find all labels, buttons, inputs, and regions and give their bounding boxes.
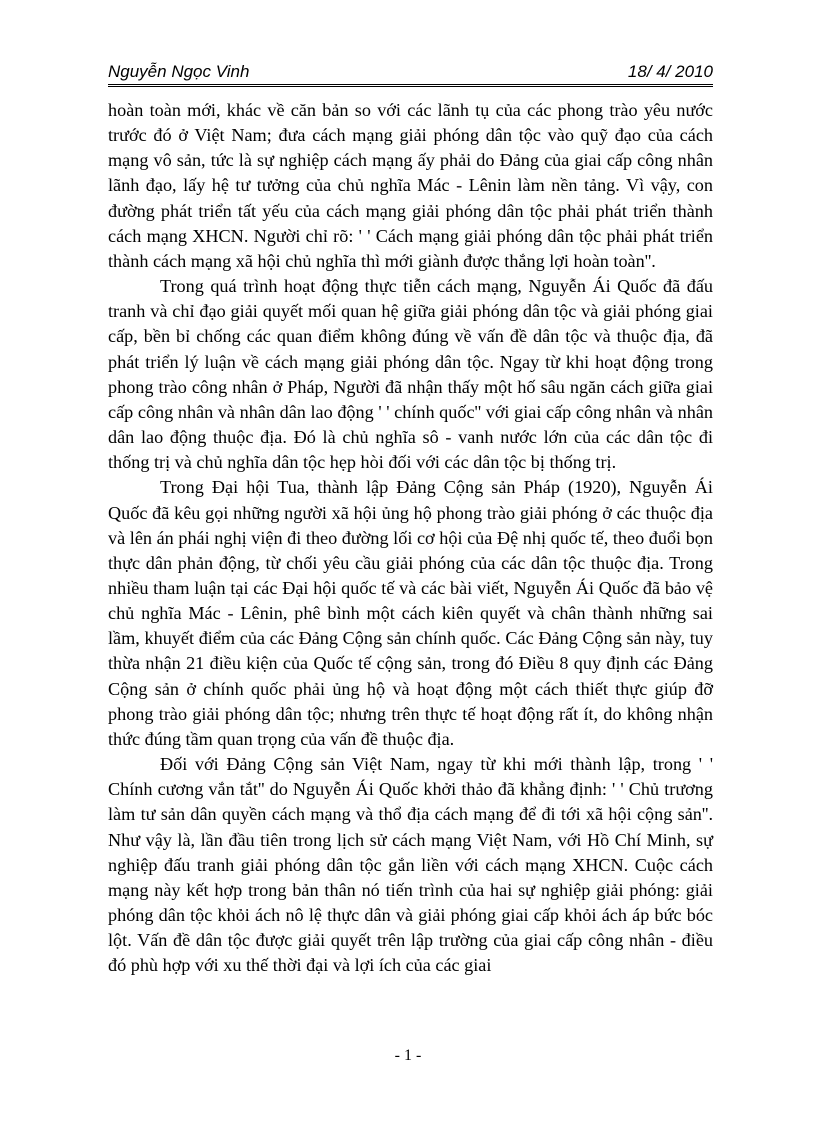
header-author: Nguyễn Ngọc Vinh — [108, 62, 250, 81]
paragraph: Đối với Đảng Cộng sản Việt Nam, ngay từ khi mới thành lập, trong ' ' Chính cương vắn tắt'' do Nguyễn Ái Quốc khởi thảo đã khẳng định: ' ' Chủ trương làm tư sản dân quyền cách mạng và thổ địa cách mạng để đi tới xã hội cộng sản''. Như vậy là, lần đầu tiên trong lịch sử cách mạng Việt Nam, với Hồ Chí Minh, sự nghiệp đấu tranh giải phóng dân tộc gắn liền với cách mạng XHCN. Cuộc cách mạng này kết hợp trong bản thân nó tiến trình của hai sự nghiệp giải phóng: giải phóng dân tộc khỏi ách nô lệ thực dân và giải phóng giai cấp khỏi ách áp bức bóc lột. Vấn đề dân tộc được giải quyết trên lập trường của giai cấp công nhân - điều đó phù hợp với xu thế thời đại và lợi ích của các giai — [108, 754, 713, 976]
page-number: - 1 - — [394, 1047, 422, 1064]
header-date: 18/ 4/ 2010 — [627, 62, 713, 81]
paragraph: Trong Đại hội Tua, thành lập Đảng Cộng sản Pháp (1920), Nguyễn Ái Quốc đã kêu gọi những người xã hội ủng hộ phong trào giải phóng ở các thuộc địa và lên án phái nghị viện đi theo đường lối cơ hội của Đệ nhị quốc tế, theo đuổi bọn thực dân phản động, từ chối yêu cầu giải phóng của các dân tộc thuộc địa. Trong nhiều tham luận tại các Đại hội quốc tế và các bài viết, Nguyễn Ái Quốc đã bảo vệ chủ nghĩa Mác - Lênin, phê bình một cách kiên quyết và chân thành những sai lầm, khuyết điểm của các Đảng Cộng sản chính quốc. Các Đảng Cộng sản này, tuy thừa nhận 21 điều kiện của Quốc tế cộng sản, trong đó Điều 8 quy định các Đảng Cộng sản ở chính quốc phải ủng hộ và hoạt động một cách thiết thực giúp đỡ phong trào giải phóng dân tộc; nhưng trên thực tế hoạt động rất ít, do không nhận thức đúng tầm quan trọng của vấn đề thuộc địa. — [108, 477, 713, 749]
document-body — [108, 98, 713, 978]
paragraph: hoàn toàn mới, khác về căn bản so với các lãnh tụ của các phong trào yêu nước trước đó ở Việt Nam; đưa cách mạng giải phóng dân tộc vào quỹ đạo của cách mạng vô sản, tức là sự nghiệp cách mạng ấy phải do Đảng của giai cấp công nhân lãnh đạo, lấy hệ tư tưởng của chủ nghĩa Mác - Lênin làm nền tảng. Vì vậy, con đường phát triển tất yếu của cách mạng giải phóng dân tộc phải phát triển thành cách mạng XHCN. Người chỉ rõ: ' ' Cách mạng giải phóng dân tộc phải phát triển thành cách mạng xã hội chủ nghĩa thì mới giành được thắng lợi hoàn toàn''. — [108, 100, 713, 271]
paragraph: Trong quá trình hoạt động thực tiễn cách mạng, Nguyễn Ái Quốc đã đấu tranh và chỉ đạo giải quyết mối quan hệ giữa giải phóng dân tộc và giải phóng giai cấp, bền bỉ chống các quan điểm không đúng về vấn đề dân tộc và thuộc địa, đã phát triển lý luận về cách mạng giải phóng dân tộc. Ngay từ khi hoạt động trong phong trào công nhân ở Pháp, Người đã nhận thấy một hố sâu ngăn cách giữa giai cấp công nhân và nhân dân lao động ' ' chính quốc'' với giai cấp công nhân và nhân dân lao động thuộc địa. Đó là chủ nghĩa sô - vanh nước lớn của các dân tộc đi thống trị và chủ nghĩa dân tộc hẹp hòi đối với các dân tộc bị thống trị. — [108, 276, 713, 473]
page-header — [108, 60, 713, 87]
